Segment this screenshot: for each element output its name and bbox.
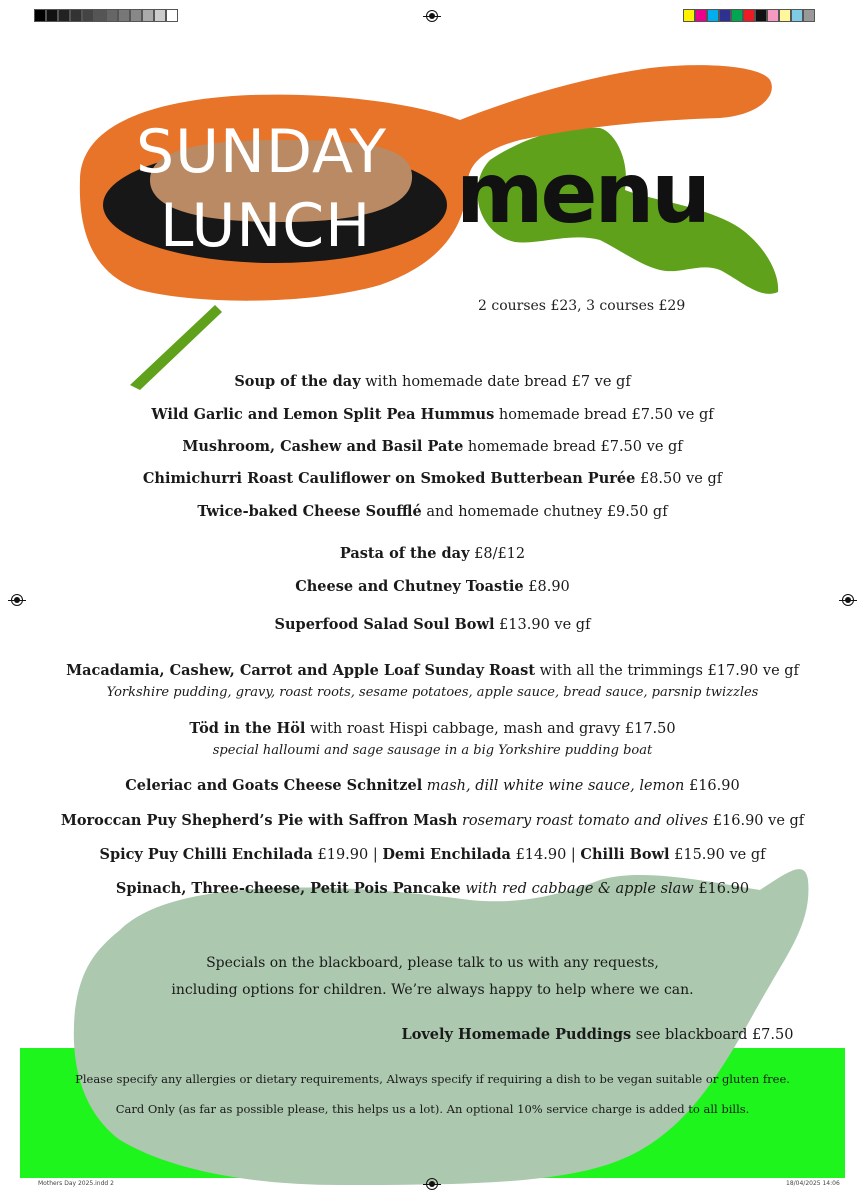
item-detail: £8.50 ve gf [635,471,723,487]
menu-item [0,719,865,761]
item-name: Pasta of the day [339,545,470,562]
menu-item [0,437,865,457]
grayscale-bar [34,9,178,22]
item-detail: homemade bread £7.50 ve gf [463,439,683,455]
item-name: Soup of the day [234,373,361,390]
item-name: Superfood Salad Soul Bowl [274,616,495,633]
menu-item [0,502,865,522]
item-name: Spinach, Three-cheese, Petit Pois Pancake [115,880,461,897]
allergy-note: Please specify any allergies or dietary requirements, Always specify if requiring a dish to be vegan suitable or gluten free. [75,1072,790,1086]
item-detail: £16.90 ve gf [708,813,805,829]
item-detail: and homemade chutney £9.50 gf [421,504,668,520]
item-detail: £14.90 | [510,847,581,863]
item-name: Wild Garlic and Lemon Split Pea Hummus [151,406,495,423]
item-name: Demi Enchilada [382,846,511,863]
menu-item [0,372,865,392]
item-detail: £19.90 | [312,847,383,863]
item-name: Spicy Puy Chilli Enchilada [99,846,313,863]
menu-item [0,776,865,796]
file-slug: Mothers Day 2025.indd 2 [38,1180,114,1187]
item-description: with red cabbage & apple slaw [460,881,694,897]
item-name: Chilli Bowl [580,846,670,863]
item-name: Cheese and Chutney Toastie [295,578,524,595]
menu-item [0,469,865,489]
item-description: mash, dill white wine sauce, lemon [422,778,685,794]
item-detail: £16.90 [693,881,750,897]
item-name: Macadamia, Cashew, Carrot and Apple Loaf Sunday Roast [66,662,536,679]
item-name: Mushroom, Cashew and Basil Pate [182,438,464,455]
title-sunday: SUNDAY [136,117,388,187]
menu-item [0,811,865,831]
menu-item [0,615,865,635]
item-detail: homemade bread £7.50 ve gf [494,407,714,423]
item-detail: £8.90 [523,579,570,595]
registration-mark-bottom [426,1178,438,1190]
puddings-detail: see blackboard £7.50 [631,1027,794,1043]
item-detail: £15.90 ve gf [669,847,766,863]
item-description: Yorkshire pudding, gravy, roast roots, sesame potatoes, apple sauce, bread sauce, parsnip twizzles [106,685,759,700]
item-detail: £13.90 ve gf [494,617,591,633]
colour-bar [683,9,815,22]
course-prices: 2 courses £23, 3 courses £29 [478,298,686,314]
title-lunch: LUNCH [160,191,372,261]
item-name: Töd in the Höl [189,720,306,737]
menu-item [0,879,865,899]
puddings-line [165,1025,865,1045]
specials-line-2: including options for children. We’re always happy to help where we can. [171,982,694,998]
registration-mark-top [426,10,438,22]
title-menu: menu [456,144,709,242]
item-name: Moroccan Puy Shepherd’s Pie with Saffron Mash [60,812,458,829]
item-name: Chimichurri Roast Cauliflower on Smoked Butterbean Purée [142,470,636,487]
item-detail: with roast Hispi cabbage, mash and gravy £17.50 [305,721,676,737]
date-slug: 18/04/2025 14:06 [786,1180,840,1187]
menu-item [0,845,865,865]
item-name: Celeriac and Goats Cheese Schnitzel [125,777,423,794]
item-description: rosemary roast tomato and olives [457,813,709,829]
item-description: special halloumi and sage sausage in a big Yorkshire pudding boat [212,743,653,758]
item-detail: with homemade date bread £7 ve gf [360,374,631,390]
puddings-name: Lovely Homemade Puddings [401,1026,632,1043]
menu-item [0,577,865,597]
menu-item [0,405,865,425]
menu-item [0,661,865,703]
item-detail: £8/£12 [469,546,526,562]
card-note: Card Only (as far as possible please, this helps us a lot). An optional 10% service charge is added to all bills. [115,1102,750,1116]
item-name: Twice-baked Cheese Soufflé [197,503,422,520]
item-detail: £16.90 [684,778,740,794]
specials-line-1: Specials on the blackboard, please talk to us with any requests, [206,955,659,971]
item-detail: with all the trimmings £17.90 ve gf [535,663,799,679]
menu-item [0,544,865,564]
